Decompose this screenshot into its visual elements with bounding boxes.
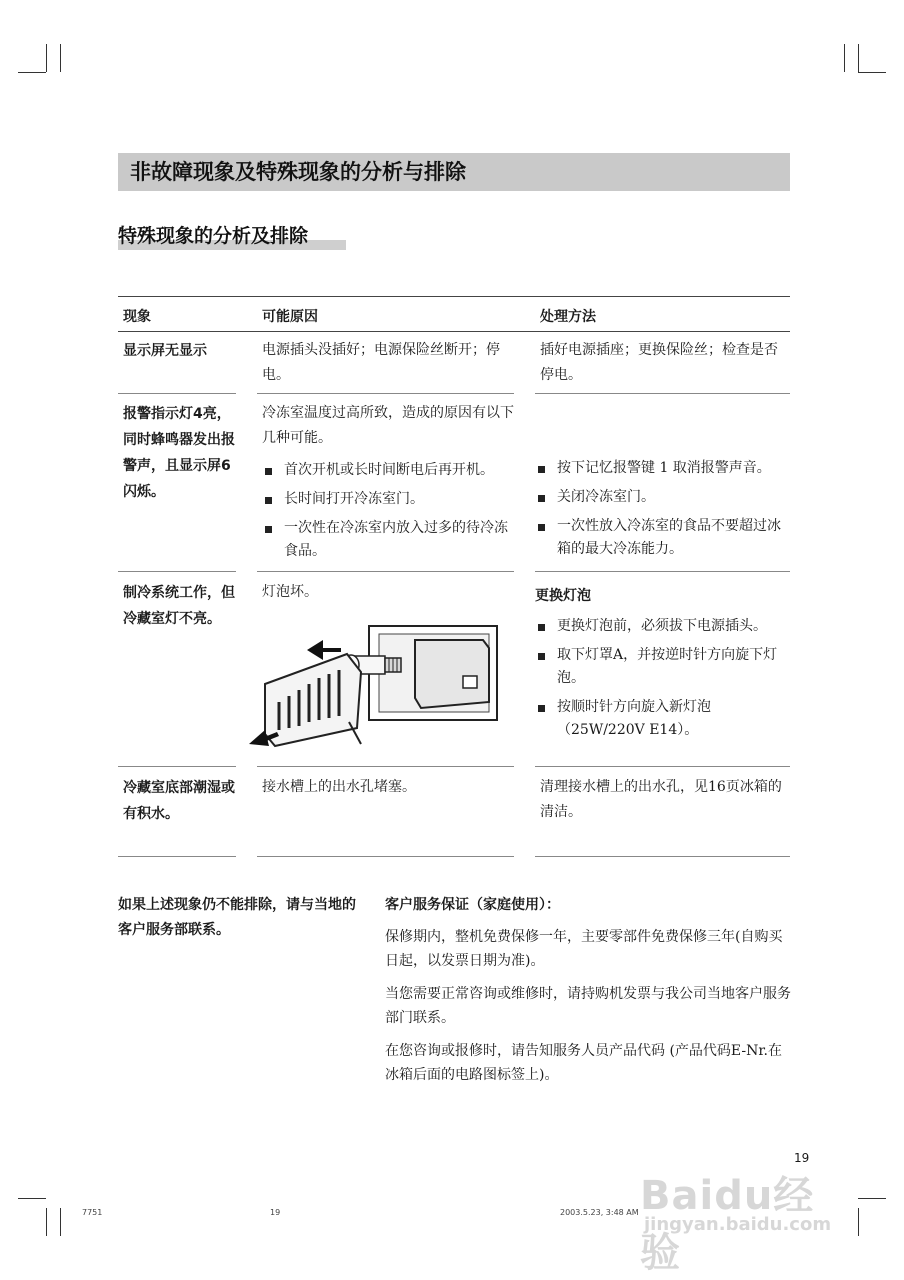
slug-right: 2003.5.23, 3:48 AM <box>560 1208 639 1217</box>
row-3-solution-list <box>535 615 793 742</box>
row-divider <box>535 856 790 857</box>
list-item: 关闭冷冻室门。 <box>535 486 793 509</box>
row-divider <box>118 856 236 857</box>
row-2-solution-list <box>535 457 793 561</box>
service-title: 客户服务保证（家庭使用）： <box>385 897 560 913</box>
page-number: 19 <box>794 1151 810 1165</box>
crop-mark <box>46 44 47 72</box>
row-3-solution-title: 更换灯泡 <box>535 588 591 604</box>
header-cause: 可能原因 <box>262 309 318 325</box>
crop-mark <box>18 1198 46 1199</box>
crop-mark <box>858 72 886 73</box>
row-2-cause <box>262 401 514 569</box>
list-item: 按顺时针方向旋入新灯泡（25W/220V E14）。 <box>535 696 793 742</box>
list-item: 更换灯泡前，必须拔下电源插头。 <box>535 615 793 638</box>
table-header-rule <box>118 331 790 332</box>
service-guarantee <box>385 893 793 1096</box>
row-1-solution: 插好电源插座；更换保险丝；检查是否停电。 <box>540 342 778 383</box>
list-item: 取下灯罩A，并按逆时针方向旋下灯泡。 <box>535 644 793 690</box>
row-divider <box>535 766 790 767</box>
crop-mark <box>858 1208 859 1236</box>
row-4-cause: 接水槽上的出水孔堵塞。 <box>262 779 416 795</box>
crop-mark <box>858 44 859 72</box>
crop-mark <box>60 44 61 72</box>
service-paragraph: 在您咨询或报修时，请告知服务人员产品代码 (产品代码E-Nr.在冰箱后面的电路图标签上)。 <box>385 1043 782 1083</box>
row-divider <box>535 393 790 394</box>
row-divider <box>118 571 236 572</box>
row-3-cause: 灯泡坏。 <box>262 584 318 600</box>
section-subtitle: 特殊现象的分析及排除 <box>118 225 309 247</box>
row-2-symptom: 报警指示灯4亮，同时蜂鸣器发出报警声，且显示屏6 闪烁。 <box>123 406 235 500</box>
crop-mark <box>46 1208 47 1236</box>
row-2-solution <box>535 457 793 567</box>
header-symptom: 现象 <box>123 309 151 325</box>
row-divider <box>535 571 790 572</box>
list-item: 按下记忆报警键 1 取消报警声音。 <box>535 457 793 480</box>
watermark-logo: Baidu经验 <box>640 1173 815 1276</box>
list-item: 长时间打开冷冻室门。 <box>262 488 514 511</box>
crop-mark <box>18 72 46 73</box>
contact-note: 如果上述现象仍不能排除，请与当地的客户服务部联系。 <box>118 897 356 938</box>
crop-mark <box>858 1198 886 1199</box>
row-divider <box>257 766 514 767</box>
row-divider <box>257 393 514 394</box>
service-paragraph: 当您需要正常咨询或维修时，请持购机发票与我公司当地客户服务部门联系。 <box>385 986 791 1026</box>
watermark <box>640 1150 850 1276</box>
row-1-cause: 电源插头没插好；电源保险丝断开；停电。 <box>262 342 500 383</box>
row-2-cause-list <box>262 459 514 563</box>
crop-mark <box>844 44 845 72</box>
page-title: 非故障现象及特殊现象的分析与排除 <box>118 153 790 191</box>
row-2-cause-intro: 冷冻室温度过高所致，造成的原因有以下几种可能。 <box>262 405 514 446</box>
row-1-symptom: 显示屏无显示 <box>123 343 207 359</box>
table-top-rule <box>118 296 790 297</box>
row-divider <box>118 393 236 394</box>
row-4-solution: 清理接水槽上的出水孔，见16页冰箱的清洁。 <box>540 779 782 820</box>
watermark-url: jingyan.baidu.com <box>644 1214 832 1235</box>
row-divider <box>257 856 514 857</box>
row-4-symptom: 冷藏室底部潮湿或有积水。 <box>123 780 235 822</box>
row-divider <box>257 571 514 572</box>
row-3-solution <box>535 584 793 748</box>
list-item: 一次性在冷冻室内放入过多的待冷冻食品。 <box>262 517 514 563</box>
slug-center: 19 <box>270 1208 281 1217</box>
slug-left: 7751 <box>82 1208 103 1217</box>
row-3-symptom: 制冷系统工作，但冷藏室灯不亮。 <box>123 585 235 627</box>
header-solution: 处理方法 <box>540 309 596 325</box>
row-divider <box>118 766 236 767</box>
bulb-replacement-illustration <box>245 618 507 752</box>
crop-mark <box>60 1208 61 1236</box>
list-item: 一次性放入冷冻室的食品不要超过冰箱的最大冷冻能力。 <box>535 515 793 561</box>
list-item: 首次开机或长时间断电后再开机。 <box>262 459 514 482</box>
service-paragraph: 保修期内，整机免费保修一年，主要零部件免费保修三年(自购买日起，以发票日期为准)。 <box>385 929 783 969</box>
